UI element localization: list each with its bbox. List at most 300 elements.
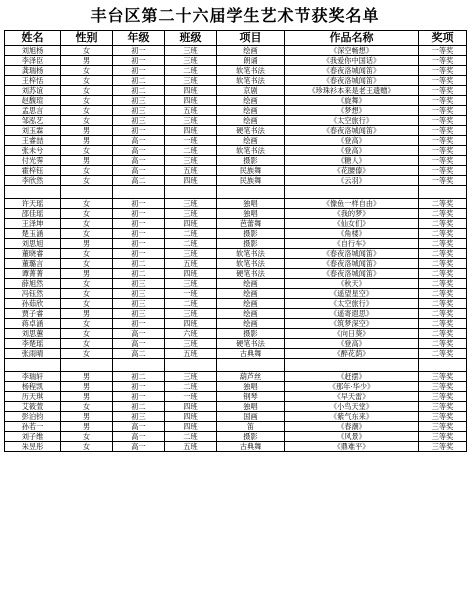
cell-award: 一等奖 bbox=[419, 46, 467, 56]
table-row bbox=[5, 259, 467, 269]
table-row bbox=[5, 339, 467, 349]
cell-grade: 初三 bbox=[113, 412, 165, 422]
cell-award: 二等奖 bbox=[419, 289, 467, 299]
table-row bbox=[5, 249, 467, 259]
cell-class: 二班 bbox=[165, 229, 217, 239]
spacer-cell bbox=[217, 186, 285, 199]
cell-work-title: 《早天雷》 bbox=[285, 392, 419, 402]
header-work-title: 作品名称 bbox=[285, 31, 419, 46]
cell-class: 三班 bbox=[165, 309, 217, 319]
cell-gender: 男 bbox=[61, 239, 113, 249]
cell-project: 硬笔书法 bbox=[217, 269, 285, 279]
cell-gender: 女 bbox=[61, 219, 113, 229]
cell-name: 李泽臣 bbox=[5, 56, 61, 66]
cell-class: 五班 bbox=[165, 259, 217, 269]
cell-award: 三等奖 bbox=[419, 402, 467, 412]
cell-project: 绘画 bbox=[217, 106, 285, 116]
cell-class: 一班 bbox=[165, 289, 217, 299]
cell-grade: 初三 bbox=[113, 299, 165, 309]
cell-project: 软笔书法 bbox=[217, 66, 285, 76]
header-award: 奖项 bbox=[419, 31, 467, 46]
cell-work-title: 《我的梦》 bbox=[285, 209, 419, 219]
cell-project: 绘画 bbox=[217, 299, 285, 309]
cell-work-title: 《花腰傣》 bbox=[285, 166, 419, 176]
cell-class: 三班 bbox=[165, 56, 217, 66]
cell-class: 二班 bbox=[165, 146, 217, 156]
cell-gender: 女 bbox=[61, 96, 113, 106]
cell-grade: 初一 bbox=[113, 126, 165, 136]
document-title: 丰台区第二十六届学生艺术节获奖名单 bbox=[90, 5, 380, 25]
cell-gender: 女 bbox=[61, 279, 113, 289]
cell-project: 绘画 bbox=[217, 46, 285, 56]
cell-grade: 高一 bbox=[113, 136, 165, 146]
spacer-cell bbox=[165, 359, 217, 372]
cell-project: 独唱 bbox=[217, 402, 285, 412]
cell-grade: 初二 bbox=[113, 259, 165, 269]
cell-award: 二等奖 bbox=[419, 229, 467, 239]
cell-name: 张未兮 bbox=[5, 146, 61, 156]
cell-project: 京剧 bbox=[217, 86, 285, 96]
cell-award: 三等奖 bbox=[419, 432, 467, 442]
cell-class: 五班 bbox=[165, 349, 217, 359]
cell-class: 二班 bbox=[165, 432, 217, 442]
table-row bbox=[5, 136, 467, 146]
cell-gender: 女 bbox=[61, 299, 113, 309]
cell-grade: 高一 bbox=[113, 339, 165, 349]
spacer-cell bbox=[217, 359, 285, 372]
cell-name: 孟思言 bbox=[5, 106, 61, 116]
cell-project: 国画 bbox=[217, 412, 285, 422]
cell-award: 二等奖 bbox=[419, 239, 467, 249]
cell-grade: 高一 bbox=[113, 442, 165, 452]
cell-class: 一班 bbox=[165, 392, 217, 402]
cell-award: 二等奖 bbox=[419, 219, 467, 229]
cell-gender: 女 bbox=[61, 86, 113, 96]
cell-grade: 初二 bbox=[113, 269, 165, 279]
cell-class: 四班 bbox=[165, 412, 217, 422]
cell-award: 三等奖 bbox=[419, 372, 467, 382]
cell-class: 三班 bbox=[165, 372, 217, 382]
cell-project: 硬笔书法 bbox=[217, 126, 285, 136]
cell-grade: 初一 bbox=[113, 56, 165, 66]
cell-name: 李楚瑶 bbox=[5, 339, 61, 349]
cell-gender: 女 bbox=[61, 329, 113, 339]
cell-class: 四班 bbox=[165, 269, 217, 279]
cell-gender: 女 bbox=[61, 46, 113, 56]
cell-work-title: 《登高》 bbox=[285, 146, 419, 156]
cell-grade: 初三 bbox=[113, 289, 165, 299]
cell-gender: 女 bbox=[61, 146, 113, 156]
cell-name: 付光霁 bbox=[5, 156, 61, 166]
spacer-cell bbox=[61, 359, 113, 372]
cell-award: 三等奖 bbox=[419, 442, 467, 452]
cell-grade: 初一 bbox=[113, 209, 165, 219]
table-row bbox=[5, 392, 467, 402]
cell-name: 孙茹欣 bbox=[5, 299, 61, 309]
table-row bbox=[5, 349, 467, 359]
cell-grade: 初一 bbox=[113, 46, 165, 56]
cell-grade: 初一 bbox=[113, 219, 165, 229]
cell-grade: 初一 bbox=[113, 319, 165, 329]
cell-work-title: 《鼎难平》 bbox=[285, 442, 419, 452]
cell-gender: 男 bbox=[61, 309, 113, 319]
cell-work-title: 《春夜洛城闻笛》 bbox=[285, 269, 419, 279]
table-row bbox=[5, 309, 467, 319]
cell-award: 一等奖 bbox=[419, 56, 467, 66]
cell-project: 古典舞 bbox=[217, 349, 285, 359]
cell-gender: 女 bbox=[61, 76, 113, 86]
cell-name: 霍梓钰 bbox=[5, 166, 61, 176]
cell-name: 张雨晴 bbox=[5, 349, 61, 359]
cell-name: 董晓睿 bbox=[5, 249, 61, 259]
cell-project: 绘画 bbox=[217, 279, 285, 289]
cell-award: 一等奖 bbox=[419, 156, 467, 166]
cell-name: 薛旭然 bbox=[5, 279, 61, 289]
cell-gender: 女 bbox=[61, 289, 113, 299]
cell-work-title: 《旋舞》 bbox=[285, 96, 419, 106]
cell-award: 二等奖 bbox=[419, 259, 467, 269]
table-row bbox=[5, 46, 467, 56]
cell-class: 三班 bbox=[165, 116, 217, 126]
cell-award: 一等奖 bbox=[419, 96, 467, 106]
cell-gender: 女 bbox=[61, 209, 113, 219]
cell-grade: 初二 bbox=[113, 76, 165, 86]
table-row bbox=[5, 116, 467, 126]
cell-project: 独唱 bbox=[217, 382, 285, 392]
cell-award: 一等奖 bbox=[419, 76, 467, 86]
cell-class: 四班 bbox=[165, 422, 217, 432]
cell-project: 绘画 bbox=[217, 96, 285, 106]
cell-work-title: 《深空畅想》 bbox=[285, 46, 419, 56]
cell-gender: 女 bbox=[61, 116, 113, 126]
cell-class: 三班 bbox=[165, 339, 217, 349]
cell-class: 五班 bbox=[165, 166, 217, 176]
cell-grade: 初一 bbox=[113, 382, 165, 392]
cell-name: 贾子睿 bbox=[5, 309, 61, 319]
cell-name: 李瑞轩 bbox=[5, 372, 61, 382]
spacer-cell bbox=[419, 186, 467, 199]
cell-work-title: 《春夜洛城闻笛》 bbox=[285, 126, 419, 136]
cell-class: 四班 bbox=[165, 96, 217, 106]
cell-gender: 女 bbox=[61, 166, 113, 176]
cell-grade: 初一 bbox=[113, 249, 165, 259]
cell-grade: 初二 bbox=[113, 86, 165, 96]
cell-gender: 女 bbox=[61, 319, 113, 329]
spacer-cell bbox=[113, 186, 165, 199]
cell-project: 摄影 bbox=[217, 239, 285, 249]
table-row bbox=[5, 126, 467, 136]
cell-grade: 初三 bbox=[113, 116, 165, 126]
cell-class: 六班 bbox=[165, 329, 217, 339]
cell-project: 钢琴 bbox=[217, 392, 285, 402]
cell-class: 四班 bbox=[165, 86, 217, 96]
cell-name: 彭泊钧 bbox=[5, 412, 61, 422]
cell-project: 民族舞 bbox=[217, 176, 285, 186]
header-name: 姓名 bbox=[5, 31, 61, 46]
section-spacer bbox=[5, 186, 467, 199]
spacer-cell bbox=[419, 359, 467, 372]
cell-project: 软笔书法 bbox=[217, 146, 285, 156]
cell-grade: 初一 bbox=[113, 199, 165, 209]
cell-work-title: 《太空旅行》 bbox=[285, 299, 419, 309]
cell-class: 二班 bbox=[165, 239, 217, 249]
table-row bbox=[5, 422, 467, 432]
table-row bbox=[5, 229, 467, 239]
cell-work-title: 《醉花荫》 bbox=[285, 349, 419, 359]
cell-gender: 男 bbox=[61, 382, 113, 392]
table-row bbox=[5, 156, 467, 166]
cell-work-title: 《糖人》 bbox=[285, 156, 419, 166]
cell-gender: 男 bbox=[61, 56, 113, 66]
cell-grade: 初一 bbox=[113, 66, 165, 76]
table-row bbox=[5, 76, 467, 86]
cell-work-title: 《云羽》 bbox=[285, 176, 419, 186]
cell-gender: 女 bbox=[61, 199, 113, 209]
cell-project: 笛 bbox=[217, 422, 285, 432]
spacer-cell bbox=[61, 186, 113, 199]
cell-work-title: 《春夜洛城闻笛》 bbox=[285, 249, 419, 259]
cell-award: 二等奖 bbox=[419, 329, 467, 339]
cell-gender: 女 bbox=[61, 106, 113, 116]
cell-work-title: 《紫气东来》 bbox=[285, 412, 419, 422]
cell-project: 软笔书法 bbox=[217, 249, 285, 259]
table-row bbox=[5, 442, 467, 452]
cell-work-title: 《春潮》 bbox=[285, 422, 419, 432]
cell-class: 一班 bbox=[165, 136, 217, 146]
table-row bbox=[5, 382, 467, 392]
cell-name: 李欣然 bbox=[5, 176, 61, 186]
cell-work-title: 《登高》 bbox=[285, 339, 419, 349]
cell-name: 赵馥瑄 bbox=[5, 96, 61, 106]
cell-work-title: 《秋天》 bbox=[285, 279, 419, 289]
cell-grade: 高一 bbox=[113, 166, 165, 176]
cell-project: 民族舞 bbox=[217, 166, 285, 176]
table-row bbox=[5, 209, 467, 219]
cell-project: 独唱 bbox=[217, 209, 285, 219]
table-row bbox=[5, 176, 467, 186]
cell-gender: 女 bbox=[61, 66, 113, 76]
cell-award: 一等奖 bbox=[419, 86, 467, 96]
cell-award: 二等奖 bbox=[419, 319, 467, 329]
cell-award: 二等奖 bbox=[419, 199, 467, 209]
cell-award: 二等奖 bbox=[419, 209, 467, 219]
cell-award: 一等奖 bbox=[419, 146, 467, 156]
cell-gender: 女 bbox=[61, 176, 113, 186]
cell-project: 摄影 bbox=[217, 156, 285, 166]
cell-name: 王睿喆 bbox=[5, 136, 61, 146]
cell-class: 三班 bbox=[165, 76, 217, 86]
spacer-cell bbox=[5, 186, 61, 199]
cell-project: 摄影 bbox=[217, 229, 285, 239]
table-row bbox=[5, 146, 467, 156]
cell-class: 二班 bbox=[165, 382, 217, 392]
cell-project: 朗诵 bbox=[217, 56, 285, 66]
cell-work-title: 《那年·华少》 bbox=[285, 382, 419, 392]
cell-grade: 初三 bbox=[113, 96, 165, 106]
table-row bbox=[5, 329, 467, 339]
cell-name: 艾筱萱 bbox=[5, 402, 61, 412]
cell-gender: 女 bbox=[61, 432, 113, 442]
cell-award: 二等奖 bbox=[419, 339, 467, 349]
cell-project: 葫芦丝 bbox=[217, 372, 285, 382]
cell-class: 三班 bbox=[165, 279, 217, 289]
cell-name: 刘旭杨 bbox=[5, 46, 61, 56]
cell-name: 龚瑞杨 bbox=[5, 66, 61, 76]
cell-class: 三班 bbox=[165, 209, 217, 219]
cell-award: 一等奖 bbox=[419, 126, 467, 136]
header-row bbox=[5, 31, 467, 46]
cell-gender: 男 bbox=[61, 126, 113, 136]
cell-project: 摄影 bbox=[217, 432, 285, 442]
cell-work-title: 《春夜洛城闻笛》 bbox=[285, 76, 419, 86]
spacer-cell bbox=[285, 186, 419, 199]
cell-gender: 男 bbox=[61, 392, 113, 402]
cell-grade: 高二 bbox=[113, 349, 165, 359]
cell-gender: 女 bbox=[61, 402, 113, 412]
table-row bbox=[5, 402, 467, 412]
table-row bbox=[5, 56, 467, 66]
cell-name: 刘子维 bbox=[5, 432, 61, 442]
cell-work-title: 《像鱼一样自由》 bbox=[285, 199, 419, 209]
cell-grade: 高一 bbox=[113, 329, 165, 339]
table-row bbox=[5, 96, 467, 106]
cell-class: 三班 bbox=[165, 156, 217, 166]
cell-gender: 男 bbox=[61, 136, 113, 146]
cell-work-title: 《我爱你中国话》 bbox=[285, 56, 419, 66]
cell-award: 二等奖 bbox=[419, 249, 467, 259]
cell-work-title: 《赶摆》 bbox=[285, 372, 419, 382]
table-row bbox=[5, 66, 467, 76]
cell-project: 古典舞 bbox=[217, 442, 285, 452]
cell-project: 绘画 bbox=[217, 289, 285, 299]
cell-grade: 初三 bbox=[113, 106, 165, 116]
cell-grade: 初二 bbox=[113, 402, 165, 412]
cell-gender: 女 bbox=[61, 339, 113, 349]
cell-gender: 男 bbox=[61, 422, 113, 432]
cell-work-title: 《珍珠衫本来是老王遗赠》 bbox=[285, 86, 419, 96]
cell-class: 二班 bbox=[165, 299, 217, 309]
cell-gender: 女 bbox=[61, 249, 113, 259]
cell-project: 绘画 bbox=[217, 116, 285, 126]
header-class: 班级 bbox=[165, 31, 217, 46]
cell-work-title: 《筑梦深空》 bbox=[285, 319, 419, 329]
cell-name: 历天琪 bbox=[5, 392, 61, 402]
cell-name: 邹泓艺 bbox=[5, 116, 61, 126]
cell-class: 四班 bbox=[165, 176, 217, 186]
cell-grade: 初三 bbox=[113, 279, 165, 289]
cell-award: 一等奖 bbox=[419, 166, 467, 176]
award-table-body bbox=[5, 46, 467, 452]
cell-name: 谭菁菁 bbox=[5, 269, 61, 279]
cell-award: 一等奖 bbox=[419, 136, 467, 146]
cell-work-title: 《小鸟天堂》 bbox=[285, 402, 419, 412]
cell-grade: 高二 bbox=[113, 176, 165, 186]
table-row bbox=[5, 239, 467, 249]
cell-work-title: 《登高》 bbox=[285, 136, 419, 146]
cell-gender: 男 bbox=[61, 156, 113, 166]
cell-grade: 初二 bbox=[113, 372, 165, 382]
cell-class: 五班 bbox=[165, 442, 217, 452]
cell-work-title: 《遥望星空》 bbox=[285, 289, 419, 299]
cell-award: 一等奖 bbox=[419, 106, 467, 116]
cell-name: 刘思蕙 bbox=[5, 329, 61, 339]
cell-name: 刘思旭 bbox=[5, 239, 61, 249]
table-row bbox=[5, 269, 467, 279]
cell-grade: 高一 bbox=[113, 156, 165, 166]
table-row bbox=[5, 412, 467, 422]
spacer-cell bbox=[5, 359, 61, 372]
cell-class: 四班 bbox=[165, 402, 217, 412]
cell-grade: 初一 bbox=[113, 392, 165, 402]
cell-work-title: 《自行车》 bbox=[285, 239, 419, 249]
cell-gender: 女 bbox=[61, 259, 113, 269]
table-row bbox=[5, 219, 467, 229]
cell-work-title: 《风景》 bbox=[285, 432, 419, 442]
cell-project: 独唱 bbox=[217, 199, 285, 209]
table-row bbox=[5, 106, 467, 116]
cell-name: 孙若一 bbox=[5, 422, 61, 432]
table-row bbox=[5, 372, 467, 382]
cell-project: 芭蕾舞 bbox=[217, 219, 285, 229]
cell-project: 软笔书法 bbox=[217, 259, 285, 269]
cell-grade: 初三 bbox=[113, 309, 165, 319]
table-row bbox=[5, 279, 467, 289]
section-spacer bbox=[5, 359, 467, 372]
spacer-cell bbox=[113, 359, 165, 372]
cell-gender: 男 bbox=[61, 412, 113, 422]
cell-class: 五班 bbox=[165, 106, 217, 116]
cell-name: 许天瑶 bbox=[5, 199, 61, 209]
cell-name: 邵佳瑶 bbox=[5, 209, 61, 219]
cell-work-title: 《遥寄遐思》 bbox=[285, 309, 419, 319]
table-row bbox=[5, 299, 467, 309]
cell-class: 四班 bbox=[165, 219, 217, 229]
cell-project: 绘画 bbox=[217, 136, 285, 146]
cell-name: 刘玉霖 bbox=[5, 126, 61, 136]
cell-award: 一等奖 bbox=[419, 116, 467, 126]
cell-award: 三等奖 bbox=[419, 422, 467, 432]
cell-gender: 女 bbox=[61, 229, 113, 239]
cell-grade: 高一 bbox=[113, 146, 165, 156]
cell-class: 四班 bbox=[165, 126, 217, 136]
cell-class: 二班 bbox=[165, 66, 217, 76]
cell-project: 摄影 bbox=[217, 329, 285, 339]
cell-work-title: 《春夜洛城闻笛》 bbox=[285, 259, 419, 269]
header-project: 项目 bbox=[217, 31, 285, 46]
award-table bbox=[4, 30, 467, 452]
cell-grade: 初一 bbox=[113, 229, 165, 239]
cell-class: 四班 bbox=[165, 319, 217, 329]
table-row bbox=[5, 289, 467, 299]
header-gender: 性别 bbox=[61, 31, 113, 46]
cell-work-title: 《太空旅行》 bbox=[285, 116, 419, 126]
header-grade: 年级 bbox=[113, 31, 165, 46]
cell-grade: 高一 bbox=[113, 432, 165, 442]
cell-award: 三等奖 bbox=[419, 412, 467, 422]
cell-project: 绘画 bbox=[217, 309, 285, 319]
spacer-cell bbox=[285, 359, 419, 372]
table-row bbox=[5, 86, 467, 96]
cell-work-title: 《仙女们》 bbox=[285, 219, 419, 229]
cell-gender: 男 bbox=[61, 269, 113, 279]
cell-award: 三等奖 bbox=[419, 392, 467, 402]
cell-class: 三班 bbox=[165, 46, 217, 56]
table-row bbox=[5, 199, 467, 209]
cell-name: 楚玉涵 bbox=[5, 229, 61, 239]
cell-name: 董璐言 bbox=[5, 259, 61, 269]
table-row bbox=[5, 166, 467, 176]
cell-work-title: 《向日葵》 bbox=[285, 329, 419, 339]
